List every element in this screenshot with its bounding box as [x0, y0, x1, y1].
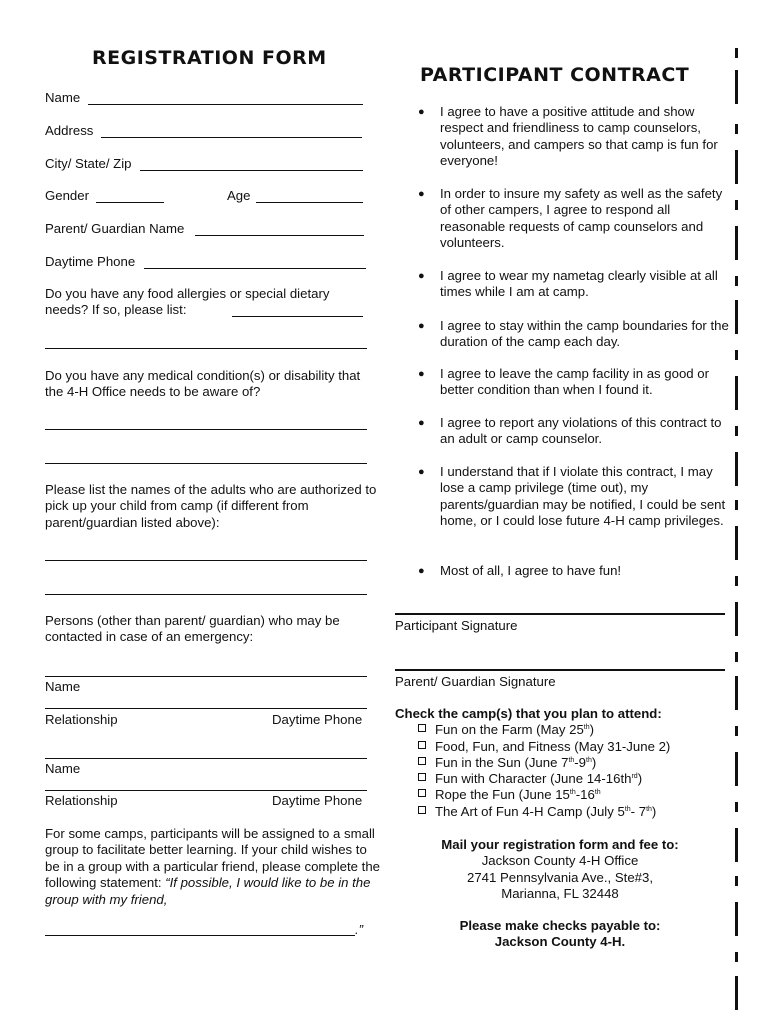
cut-line-dash [735, 124, 738, 134]
pickup-question: Please list the names of the adults who are authorized to pick up your child from camp (if different from parent/guardian listed above): [45, 482, 377, 530]
checkbox-icon[interactable] [418, 789, 426, 797]
age-field[interactable] [256, 202, 363, 203]
pickup-field-2[interactable] [45, 594, 367, 595]
bullet-icon: ● [418, 320, 425, 332]
friend-name-field[interactable] [45, 935, 355, 936]
checkbox-icon[interactable] [418, 724, 426, 732]
allergy-question: Do you have any food allergies or special dietary needs? If so, please list: [45, 286, 330, 318]
camp-label-mid: -16 [575, 787, 595, 802]
camp-option-rope[interactable] [418, 787, 601, 803]
gender-label: Gender [45, 188, 89, 203]
cut-line-dash [735, 426, 738, 436]
allergy-field-2[interactable] [45, 348, 367, 349]
checkbox-icon[interactable] [418, 773, 426, 781]
address-label: Address [45, 123, 94, 138]
contact2-relationship-field[interactable] [45, 790, 367, 791]
mail-line-3: Marianna, FL 32448 [501, 886, 619, 902]
cut-line-dash [735, 676, 738, 710]
medical-question: Do you have any medical condition(s) or disability that the 4-H Office needs to be aware of? [45, 368, 361, 400]
friend-quote-end: .” [355, 922, 364, 937]
camp-label-sup: th [646, 806, 652, 813]
group-statement [45, 826, 380, 908]
contact2-name-label: Name [45, 761, 81, 776]
camp-label-end: ) [651, 804, 657, 819]
cut-line-dash [735, 300, 738, 334]
participant-signature-field[interactable] [395, 613, 725, 615]
camp-label-sup: rd [631, 773, 638, 780]
checkbox-icon[interactable] [418, 741, 426, 749]
cut-line-dash [735, 876, 738, 886]
cut-line-dash [735, 526, 738, 560]
bullet-icon: ● [418, 417, 425, 429]
payable-block [395, 918, 725, 951]
city-state-zip-label: City/ State/ Zip [45, 156, 132, 171]
cut-line-dash [735, 952, 738, 962]
camp-label: Food, Fun, and Fitness (May 31-June 2) [435, 739, 671, 754]
contract-item-text: I agree to have a positive attitude and show respect and friendliness to camp counselors, volunteers, and campers so that camp is fun for everyone! [440, 104, 718, 169]
cut-line-dash [735, 150, 738, 184]
daytime-phone-field[interactable] [144, 268, 366, 269]
cut-line-dash [735, 576, 738, 586]
city-state-zip-field[interactable] [140, 170, 363, 171]
camp-option-art[interactable] [418, 804, 656, 820]
bullet-icon: ● [418, 565, 425, 577]
parent-signature-label: Parent/ Guardian Signature [395, 674, 556, 689]
allergy-field-1[interactable] [232, 316, 363, 317]
age-label: Age [227, 188, 251, 203]
contact2-name-field[interactable] [45, 758, 367, 759]
cut-line-dash [735, 802, 738, 812]
cut-line-dash [735, 500, 738, 510]
contract-item-text: In order to insure my safety as well as the safety of other campers, I agree to respond all reasonable requests of camp counselors and volunteers. [440, 186, 723, 251]
cut-line-dash [735, 200, 738, 210]
bullet-icon: ● [418, 368, 425, 380]
cut-line-dash [735, 276, 738, 286]
camp-label: Rope the Fun (June 15 [435, 787, 570, 802]
contract-item-text: I agree to leave the camp facility in as good or better condition than when I found it. [440, 366, 710, 398]
mail-line-1: Jackson County 4-H Office [481, 853, 639, 869]
mail-block [395, 837, 725, 903]
camp-label-sup: th [569, 789, 576, 796]
cut-line-dash [735, 726, 738, 736]
contact1-name-field[interactable] [45, 676, 367, 677]
group-quote: “If possible, I would like to be in the group with my friend, [45, 875, 371, 907]
contact2-phone-label: Daytime Phone [272, 793, 363, 808]
gender-field[interactable] [96, 202, 164, 203]
daytime-phone-label: Daytime Phone [45, 254, 136, 269]
camp-label-sup: th [594, 789, 601, 796]
camp-option-character[interactable] [418, 771, 642, 787]
cut-line-dash [735, 350, 738, 360]
contract-item-text: I agree to report any violations of this contract to an adult or camp counselor. [440, 415, 722, 447]
camps-heading: Check the camp(s) that you plan to attend: [395, 706, 662, 721]
camp-label-end: ) [637, 771, 643, 786]
medical-field-1[interactable] [45, 429, 367, 430]
participant-signature-label: Participant Signature [395, 618, 518, 633]
cut-line-dash [735, 376, 738, 410]
camp-label-end: ) [591, 755, 597, 770]
cut-line-dash [735, 976, 738, 1010]
checkbox-icon[interactable] [418, 757, 426, 765]
mail-heading: Mail your registration form and fee to: [441, 837, 679, 852]
camp-label-end: ) [589, 722, 595, 737]
mail-line-2: 2741 Pennsylvania Ave., Ste#3, [467, 869, 653, 885]
camp-label-sup: th [624, 806, 631, 813]
cut-line-dash [735, 602, 738, 636]
contact1-name-label: Name [45, 679, 81, 694]
checkbox-icon[interactable] [418, 806, 426, 814]
contact2-relationship-label: Relationship [45, 793, 118, 808]
camp-label: Fun with Character (June 14-16th [435, 771, 632, 786]
cut-line-dash [735, 452, 738, 486]
camp-label-mid: - 7 [630, 804, 647, 819]
medical-field-2[interactable] [45, 463, 367, 464]
camp-label: Fun on the Farm (May 25 [435, 722, 584, 737]
contract-item-text: Most of all, I agree to have fun! [440, 563, 622, 578]
camp-label-mid: -9 [574, 755, 587, 770]
cut-line-dash [735, 902, 738, 936]
contact1-relationship-field[interactable] [45, 708, 367, 709]
parent-guardian-field[interactable] [195, 235, 364, 236]
camp-option-fitness[interactable] [418, 739, 670, 755]
cut-line-dash [735, 752, 738, 786]
camp-label: The Art of Fun 4-H Camp (July 5 [435, 804, 625, 819]
name-field[interactable] [88, 104, 363, 105]
cut-line-dash [735, 828, 738, 862]
bullet-icon: ● [418, 270, 425, 282]
registration-title: REGISTRATION FORM [92, 47, 327, 69]
contract-item-text: I understand that if I violate this contract, I may lose a camp privilege (time out), my parents/guardian may be notified, I could be sent home, or I could lose future 4-H camp privileges. [440, 464, 726, 529]
camp-option-sun[interactable] [418, 755, 596, 771]
camp-label: Fun in the Sun (June 7 [435, 755, 569, 770]
camp-label-sup: th [583, 724, 590, 731]
address-field[interactable] [101, 137, 362, 138]
cut-line-dash [735, 70, 738, 104]
name-label: Name [45, 90, 81, 105]
camp-option-farm[interactable] [418, 722, 594, 738]
camp-label-sup: th [586, 757, 592, 764]
group-text: For some camps, participants will be assigned to a small group to facilitate better learning. If your child wishes to be in a group with a particular friend, please complete the following statement: [45, 826, 381, 891]
bullet-icon: ● [418, 188, 425, 200]
contract-item-text: I agree to wear my nametag clearly visible at all times while I am at camp. [440, 268, 718, 300]
contract-title: PARTICIPANT CONTRACT [420, 64, 690, 86]
payable-name: Jackson County 4-H. [494, 934, 626, 950]
bullet-icon: ● [418, 466, 425, 478]
camp-label-sup: th [568, 757, 575, 764]
parent-guardian-label: Parent/ Guardian Name [45, 221, 185, 236]
contact1-phone-label: Daytime Phone [272, 712, 363, 727]
cut-line-dash [735, 48, 738, 58]
contact1-relationship-label: Relationship [45, 712, 118, 727]
payable-heading: Please make checks payable to: [459, 918, 661, 933]
cut-line-dash [735, 226, 738, 260]
bullet-icon: ● [418, 106, 425, 118]
cut-line-dash [735, 652, 738, 662]
pickup-field-1[interactable] [45, 560, 367, 561]
contract-item-text: I agree to stay within the camp boundaries for the duration of the camp each day. [440, 318, 729, 350]
parent-signature-field[interactable] [395, 669, 725, 671]
emergency-question: Persons (other than parent/ guardian) who may be contacted in case of an emergency: [45, 613, 340, 645]
